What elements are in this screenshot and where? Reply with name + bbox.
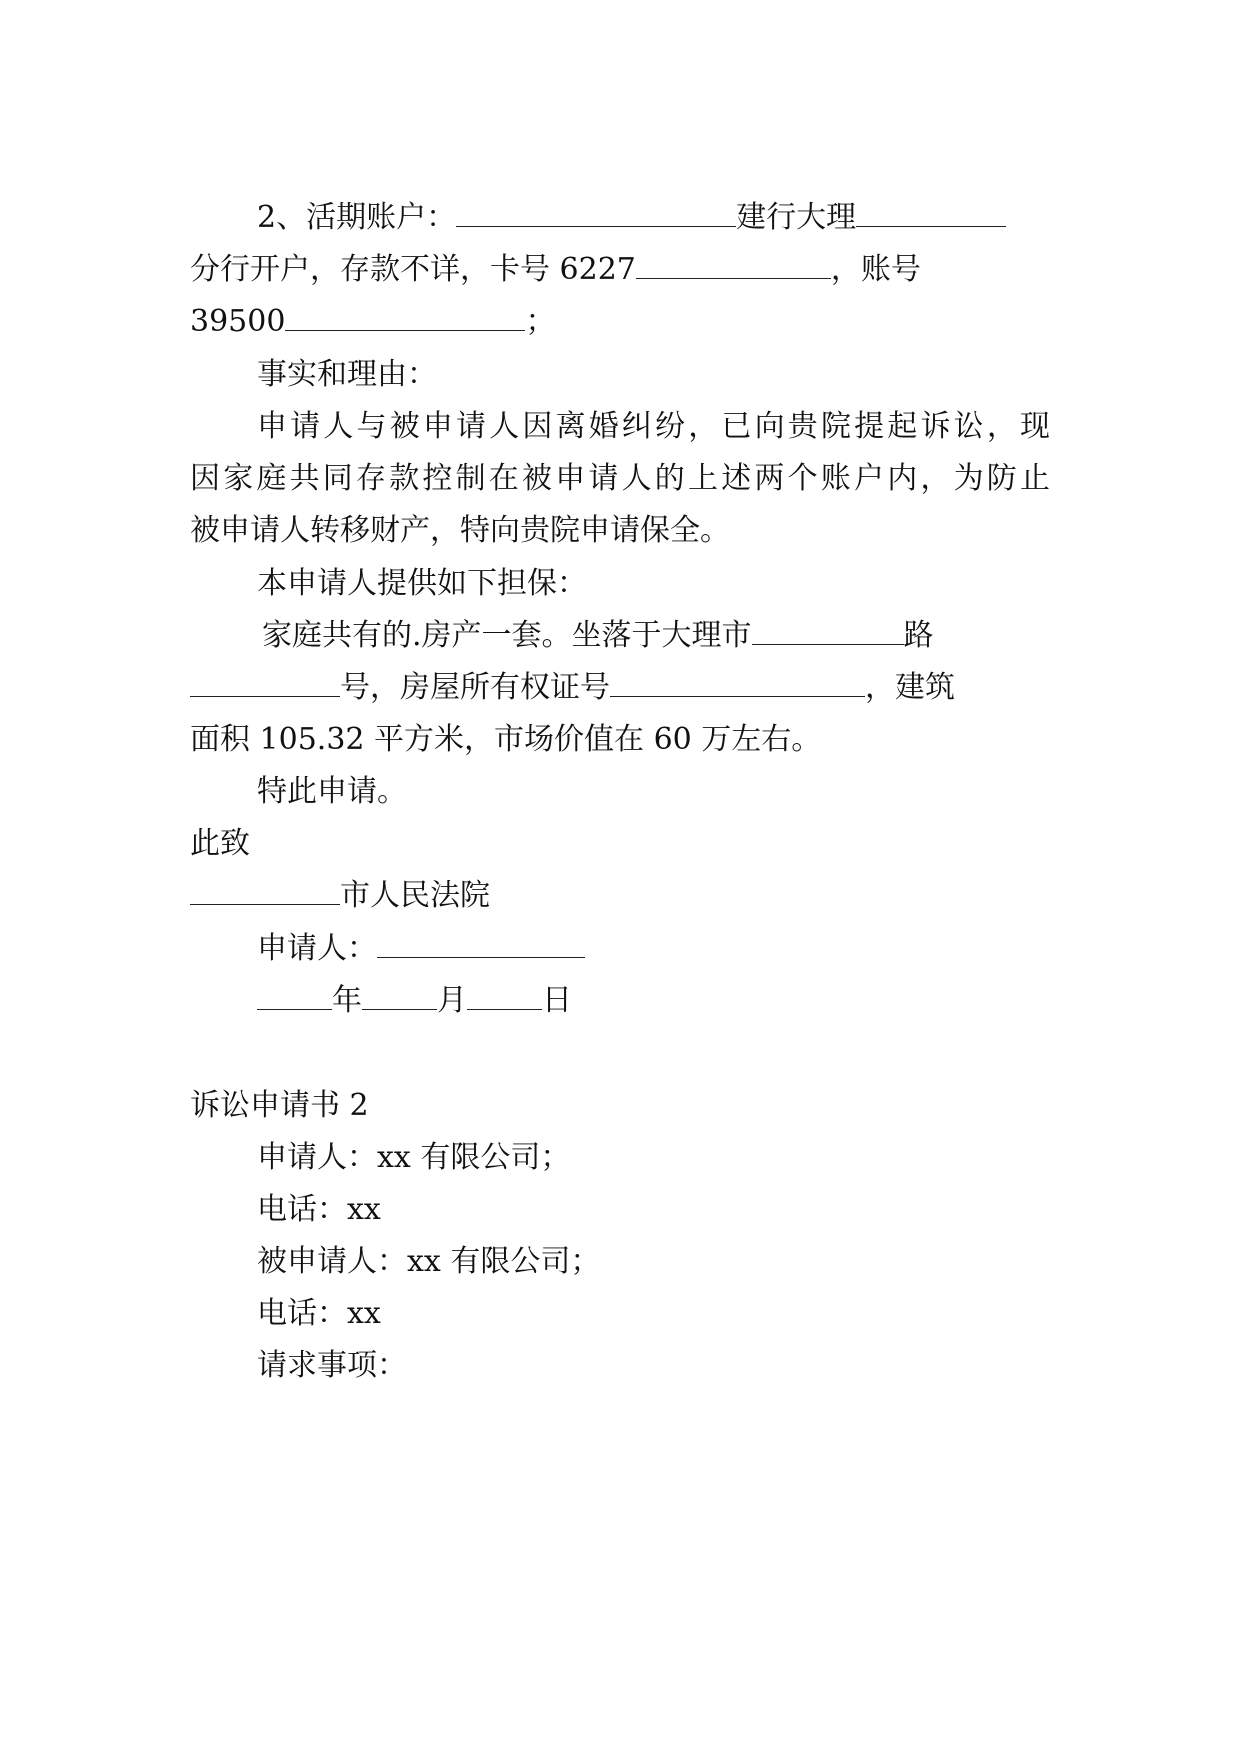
blank-field [610, 668, 865, 697]
blank-field [190, 876, 340, 905]
claims-heading: 请求事项： [257, 1348, 407, 1383]
respondent-phone: 电话：xx [257, 1296, 381, 1331]
certificate-label: 号，房屋所有权证号 [340, 670, 610, 705]
salutation: 此致 [190, 826, 250, 861]
guarantee-line-2 [190, 666, 955, 710]
month-label: 月 [437, 983, 467, 1018]
court-line [190, 874, 490, 918]
blank-field [467, 981, 542, 1010]
applicant-signature-line [257, 927, 585, 971]
blank-field [190, 668, 340, 697]
account-no-label: ，账号 [830, 252, 921, 287]
facts-heading: 事实和理由： [257, 357, 437, 392]
blank-field [285, 302, 525, 331]
blank-field [456, 198, 736, 227]
property-text: 家庭共有的.房产一套。坐落于大理市 [262, 618, 752, 653]
road-label: 路 [903, 618, 934, 653]
facts-paragraph-line: 因家庭共同存款控制在被申请人的上述两个账户内，为防止 [190, 461, 1050, 496]
year-label: 年 [332, 983, 362, 1018]
building-label: ，建筑 [865, 670, 955, 705]
account-no-prefix: 39500 [190, 304, 286, 339]
blank-field [636, 250, 831, 279]
guarantee-line-1 [262, 614, 934, 658]
document-title: 诉讼申请书 2 [190, 1088, 369, 1123]
line-end: ； [525, 304, 556, 339]
facts-paragraph-line: 被申请人转移财产，特向贵院申请保全。 [190, 513, 730, 548]
blank-field [856, 198, 1006, 227]
court-name: 市人民法院 [340, 878, 490, 913]
blank-field [362, 981, 437, 1010]
blank-field [752, 616, 904, 645]
guarantee-line-3: 面积 105.32 平方米，市场价值在 60 万左右。 [190, 722, 822, 757]
branch-text: 分行开户，存款不详，卡号 6227 [190, 252, 636, 287]
guarantee-heading: 本申请人提供如下担保： [257, 566, 587, 601]
closing-text: 特此申请。 [257, 774, 407, 809]
day-label: 日 [542, 983, 572, 1018]
account-line-1 [257, 196, 1006, 240]
blank-field [377, 929, 585, 958]
date-line [257, 979, 572, 1023]
account-line-2 [190, 248, 921, 292]
account-line-3 [190, 300, 555, 344]
applicant-label: 申请人： [257, 931, 377, 966]
applicant-line: 申请人：xx 有限公司； [257, 1140, 571, 1175]
applicant-phone: 电话：xx [257, 1192, 381, 1227]
bank-name: 建行大理 [736, 200, 857, 235]
facts-paragraph-line: 申请人与被申请人因离婚纠纷，已向贵院提起诉讼，现 [257, 409, 1050, 444]
account-label: 2、活期账户： [257, 200, 457, 235]
respondent-line: 被申请人：xx 有限公司； [257, 1244, 601, 1279]
blank-field [257, 981, 332, 1010]
